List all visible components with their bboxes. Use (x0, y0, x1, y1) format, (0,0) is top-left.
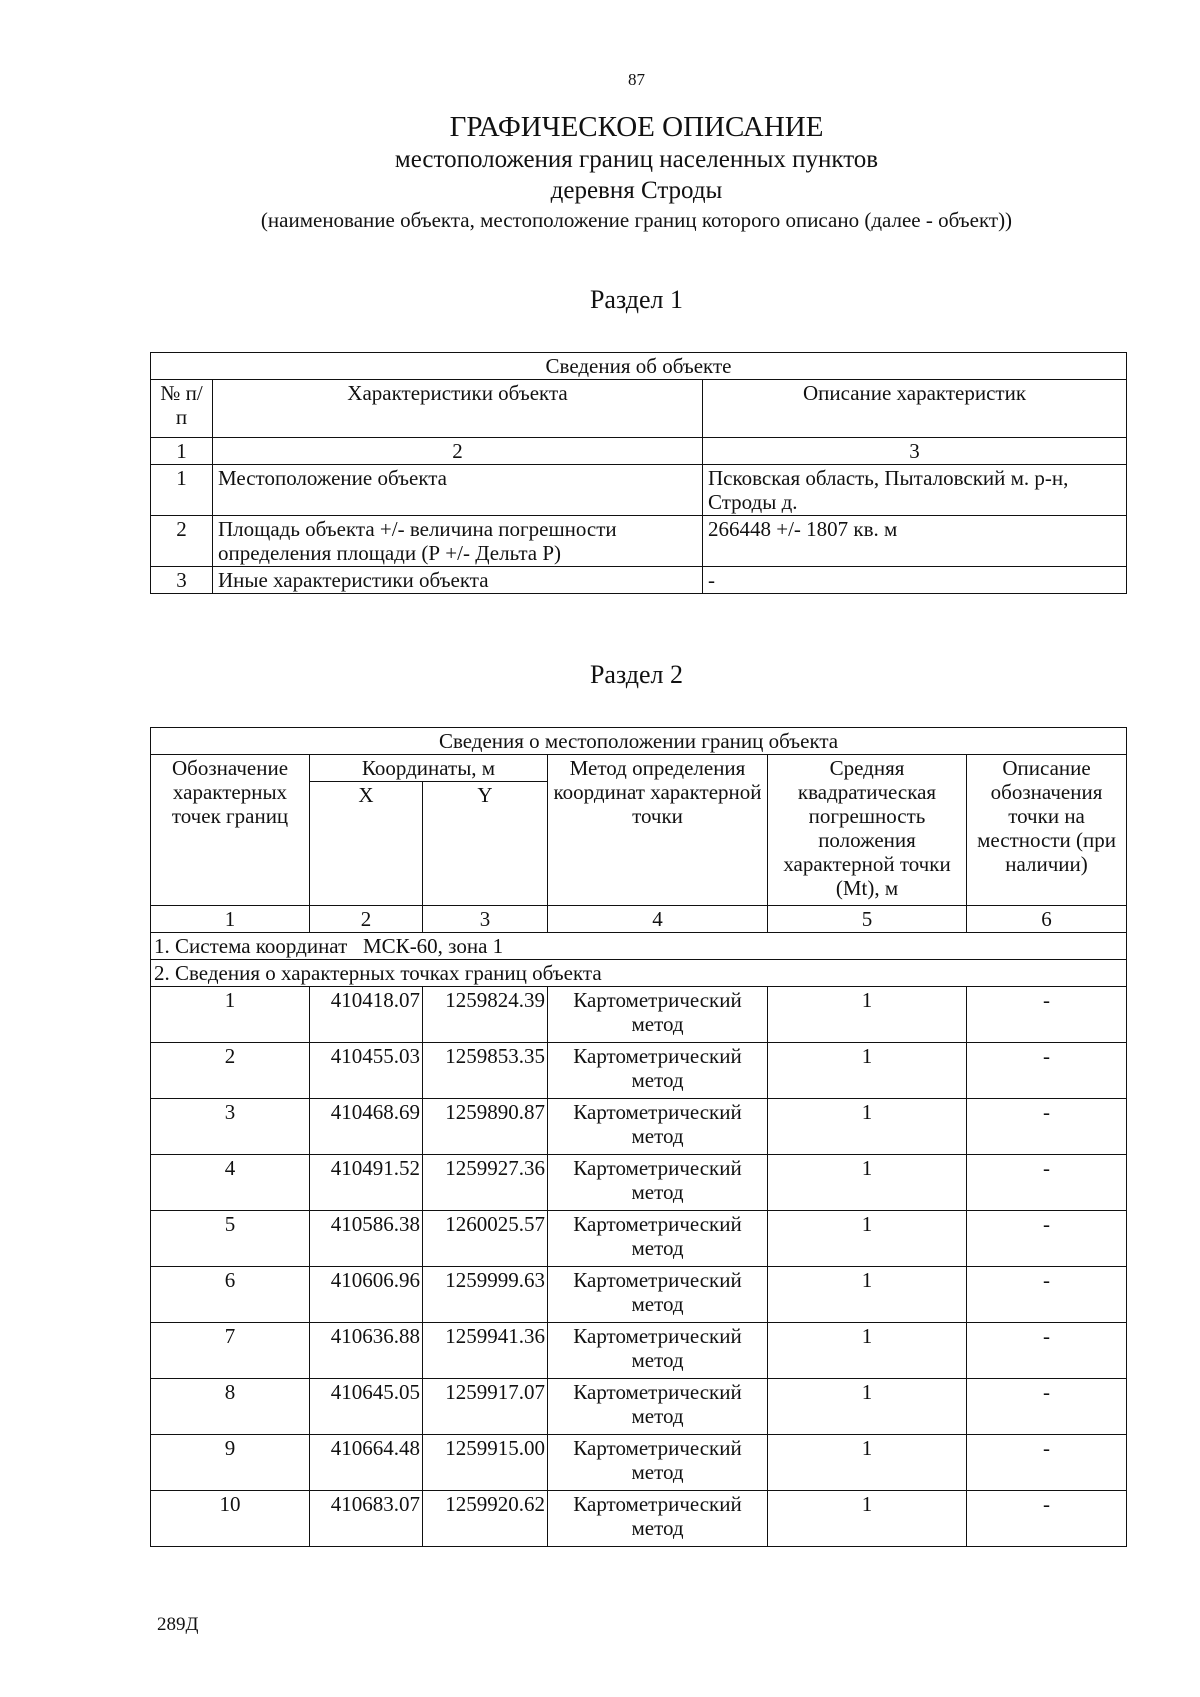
table-row (151, 1435, 1127, 1491)
point-label: 6 (151, 1267, 310, 1323)
mean-error: 1 (768, 1323, 967, 1379)
method: Картометрический метод (548, 1267, 768, 1323)
point-label: 8 (151, 1379, 310, 1435)
points-title: 2. Сведения о характерных точках границ объекта (151, 960, 1127, 987)
table-row (151, 1323, 1127, 1379)
table-row (151, 1491, 1127, 1547)
point-description: - (967, 1491, 1127, 1547)
point-description: - (967, 987, 1127, 1043)
method: Картометрический метод (548, 1155, 768, 1211)
table-row (151, 1211, 1127, 1267)
row-value: 266448 +/- 1807 кв. м (703, 516, 1127, 567)
coord-x: 410664.48 (310, 1435, 423, 1491)
point-description: - (967, 1435, 1127, 1491)
point-label: 5 (151, 1211, 310, 1267)
row-value: Псковская область, Пыталовский м. р-н, Строды д. (703, 465, 1127, 516)
table2-title: Сведения о местоположении границ объекта (151, 728, 1127, 755)
method: Картометрический метод (548, 1323, 768, 1379)
coord-x: 410606.96 (310, 1267, 423, 1323)
col-number: 1 (151, 906, 310, 933)
table-row (151, 1099, 1127, 1155)
point-label: 7 (151, 1323, 310, 1379)
coord-y: 1259917.07 (423, 1379, 548, 1435)
header-point: Обозначение характерных точек границ (151, 755, 310, 906)
point-description: - (967, 1099, 1127, 1155)
coord-x: 410468.69 (310, 1099, 423, 1155)
coord-x: 410645.05 (310, 1379, 423, 1435)
point-label: 4 (151, 1155, 310, 1211)
coord-x: 410455.03 (310, 1043, 423, 1099)
method: Картометрический метод (548, 1379, 768, 1435)
coord-y: 1259920.62 (423, 1491, 548, 1547)
table-row (151, 1379, 1127, 1435)
col-number: 3 (423, 906, 548, 933)
method: Картометрический метод (548, 1099, 768, 1155)
point-description: - (967, 1267, 1127, 1323)
coord-y: 1259915.00 (423, 1435, 548, 1491)
table-row (151, 987, 1127, 1043)
title-block (0, 110, 1200, 234)
header-coords: Координаты, м (310, 755, 548, 782)
point-label: 3 (151, 1099, 310, 1155)
points-body (151, 987, 1127, 1547)
mean-error: 1 (768, 1379, 967, 1435)
col-number: 5 (768, 906, 967, 933)
coord-x: 410636.88 (310, 1323, 423, 1379)
row-num: 3 (151, 567, 213, 594)
table1-title: Сведения об объекте (151, 353, 1127, 380)
coord-y: 1259890.87 (423, 1099, 548, 1155)
mean-error: 1 (768, 1155, 967, 1211)
coord-x: 410586.38 (310, 1211, 423, 1267)
row-num: 2 (151, 516, 213, 567)
method: Картометрический метод (548, 1043, 768, 1099)
col-number: 2 (213, 438, 703, 465)
mean-error: 1 (768, 1491, 967, 1547)
point-description: - (967, 1043, 1127, 1099)
row-name: Иные характеристики объекта (213, 567, 703, 594)
header-method: Метод определения координат характерной точки (548, 755, 768, 906)
point-label: 2 (151, 1043, 310, 1099)
mean-error: 1 (768, 1043, 967, 1099)
header-num: № п/п (151, 380, 213, 438)
table-row (151, 1267, 1127, 1323)
object-name: деревня Строды (550, 177, 723, 204)
mean-error: 1 (768, 1211, 967, 1267)
document-title: ГРАФИЧЕСКОЕ ОПИСАНИЕ (449, 111, 824, 143)
point-description: - (967, 1211, 1127, 1267)
col-number: 1 (151, 438, 213, 465)
header-description: Описание обозначения точки на местности (при наличии) (967, 755, 1127, 906)
method: Картометрический метод (548, 1435, 768, 1491)
point-description: - (967, 1155, 1127, 1211)
method: Картометрический метод (548, 1211, 768, 1267)
point-label: 10 (151, 1491, 310, 1547)
page-number: 87 (628, 70, 645, 89)
coord-x: 410418.07 (310, 987, 423, 1043)
mean-error: 1 (768, 1435, 967, 1491)
coord-y: 1259853.35 (423, 1043, 548, 1099)
document-subtitle: местоположения границ населенных пунктов (394, 146, 879, 173)
table-row (151, 1155, 1127, 1211)
coord-y: 1259941.36 (423, 1323, 548, 1379)
col-number: 2 (310, 906, 423, 933)
header-error: Средняя квадратическая погрешность положения характерной точки (Mt), м (768, 755, 967, 906)
header-x: X (310, 782, 423, 906)
object-info-table (150, 352, 1127, 594)
mean-error: 1 (768, 1267, 967, 1323)
col-number: 4 (548, 906, 768, 933)
row-num: 1 (151, 465, 213, 516)
col-number: 3 (703, 438, 1127, 465)
section1-heading: Раздел 1 (589, 285, 684, 314)
method: Картометрический метод (548, 987, 768, 1043)
table-row (151, 516, 1127, 567)
coord-y: 1259999.63 (423, 1267, 548, 1323)
table-row (151, 1043, 1127, 1099)
boundary-points-table (150, 727, 1127, 1547)
point-description: - (967, 1379, 1127, 1435)
header-y: Y (423, 782, 548, 906)
object-caption: (наименование объекта, местоположение границ которого описано (далее - объект)) (260, 208, 1013, 232)
point-label: 9 (151, 1435, 310, 1491)
coord-x: 410491.52 (310, 1155, 423, 1211)
coord-system: 1. Система координат МСК-60, зона 1 (151, 933, 1127, 960)
table-row (151, 465, 1127, 516)
coord-y: 1259824.39 (423, 987, 548, 1043)
method: Картометрический метод (548, 1491, 768, 1547)
coord-x: 410683.07 (310, 1491, 423, 1547)
row-name: Местоположение объекта (213, 465, 703, 516)
point-label: 1 (151, 987, 310, 1043)
row-value: - (703, 567, 1127, 594)
section2-heading: Раздел 2 (589, 660, 684, 689)
coord-y: 1259927.36 (423, 1155, 548, 1211)
mean-error: 1 (768, 987, 967, 1043)
mean-error: 1 (768, 1099, 967, 1155)
header-description: Описание характеристик (703, 380, 1127, 438)
col-number: 6 (967, 906, 1127, 933)
table-row (151, 567, 1127, 594)
point-description: - (967, 1323, 1127, 1379)
row-name: Площадь объекта +/- величина погрешности определения площади (Р +/- Дельта Р) (213, 516, 703, 567)
header-characteristics: Характеристики объекта (213, 380, 703, 438)
footer-code: 289Д (157, 1614, 199, 1635)
coord-y: 1260025.57 (423, 1211, 548, 1267)
